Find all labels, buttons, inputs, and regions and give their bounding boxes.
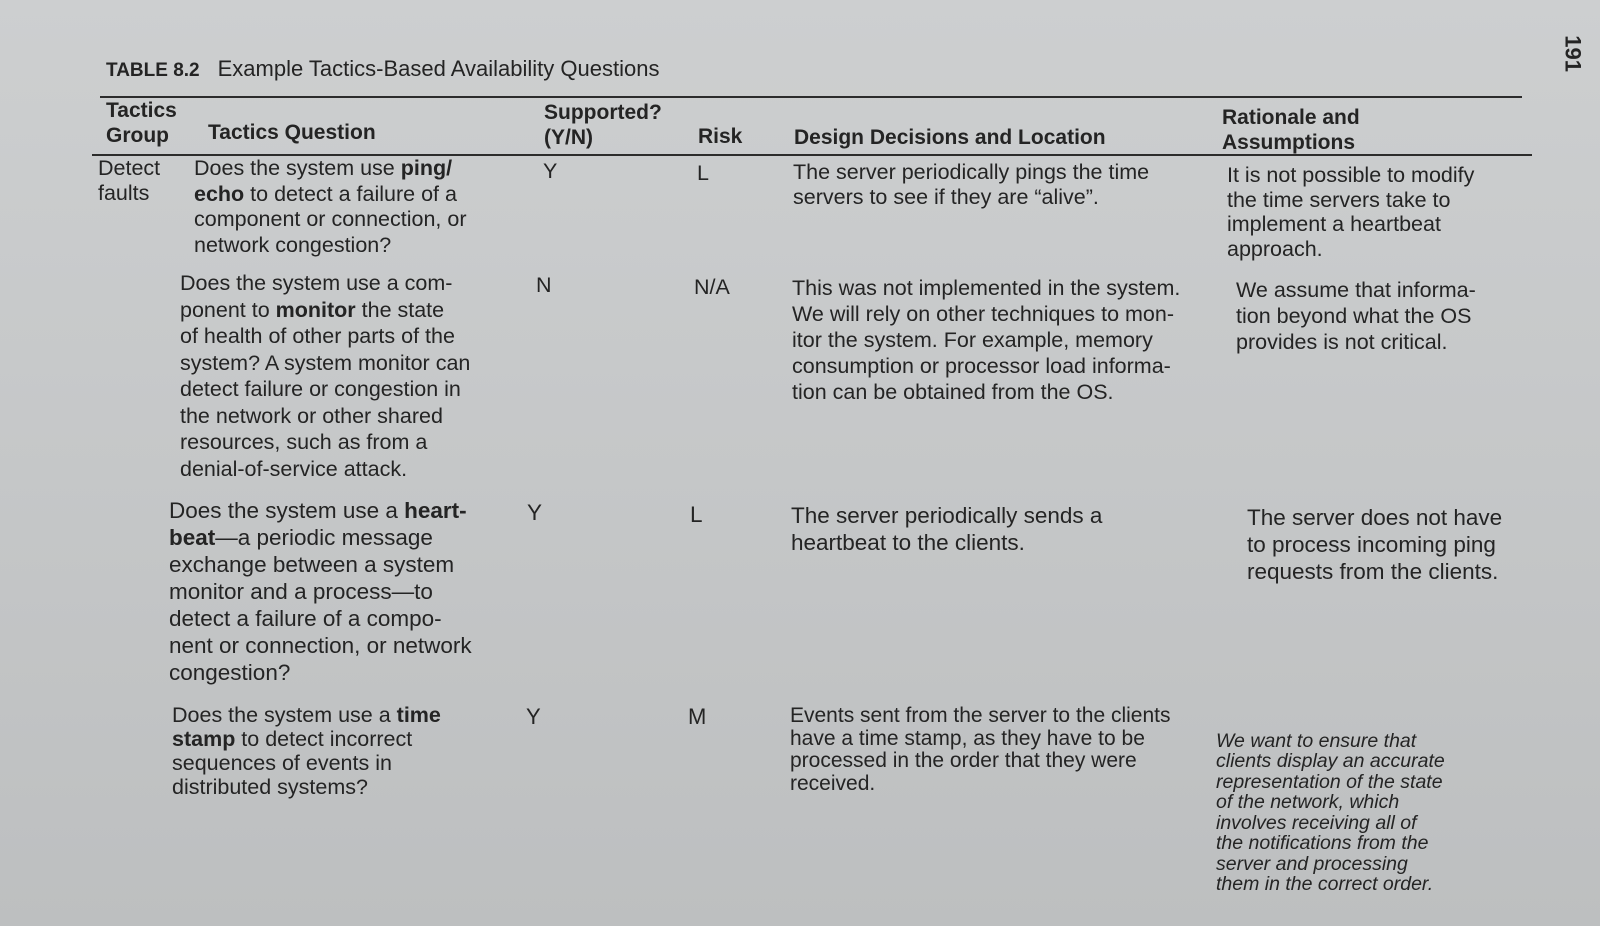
question-text: Does the system use a com- ponent to (180, 271, 453, 322)
header-tactics-question: Tactics Question (208, 121, 376, 144)
rationale: It is not possible to modify the time servers take to implement a heartbeat approach. (1227, 163, 1475, 261)
tactic-keyword: ping/ echo (194, 156, 453, 206)
question-text: Does the system use a (172, 703, 397, 727)
question-text: Does the system use (194, 156, 401, 180)
header-rationale: Rationale and Assumptions (1222, 106, 1360, 154)
table-caption (106, 56, 659, 82)
header-tactics-group: Tactics Group (106, 99, 177, 147)
question-text: the state of health of other parts of the system? A system monitor can detect failure or congestion in the network or other shared resources, such as from a denial-of-service attack. (180, 297, 471, 481)
header-design-decisions: Design Decisions and Location (794, 126, 1106, 149)
page-number: 191 (1561, 35, 1586, 72)
supported-value: N (536, 273, 552, 297)
tactic-keyword: monitor (275, 297, 356, 322)
rationale-text: We want to ensure that clients display an accurate representation of the state of the network, which involves receiving all of the notifications from the server and processing them in the correct order. (1216, 729, 1445, 895)
tactics-question-ping-echo (194, 156, 467, 258)
tactics-question-monitor (180, 270, 470, 482)
supported-value: Y (527, 500, 543, 525)
table-number: TABLE 8.2 (106, 60, 200, 81)
rationale: The server does not have to process incoming ping requests from the clients. (1247, 505, 1503, 584)
supported-value: Y (526, 704, 541, 729)
header-risk: Risk (698, 125, 743, 148)
table-top-rule (100, 96, 1522, 98)
question-text: Does the system use a (169, 498, 405, 523)
table-title: Example Tactics-Based Availability Questions (217, 56, 660, 81)
tactic-keyword: time stamp (172, 703, 441, 751)
design-decision: This was not implemented in the system. We will rely on other techniques to mon- itor the system. For example, memory consumption or processor load informa- tion can be obtained from the OS. (792, 276, 1181, 404)
question-text: —a periodic message exchange between a system monitor and a process—to detect a failure of a compo- nent or connection, or network congestion? (169, 525, 472, 685)
design-decision: Events sent from the server to the clients have a time stamp, as they have to be processed in the order that they were received. (790, 704, 1171, 795)
tactics-question-time-stamp (172, 703, 441, 799)
rationale (1216, 704, 1546, 921)
question-text: to detect incorrect sequences of events in distributed systems? (172, 727, 413, 799)
tactics-group-cell: Detect faults (98, 156, 161, 205)
design-decision: The server periodically pings the time servers to see if they are “alive”. (793, 160, 1150, 209)
rationale: We assume that informa- tion beyond what the OS provides is not critical. (1236, 278, 1476, 354)
design-decision: The server periodically sends a heartbeat to the clients. (791, 503, 1103, 555)
question-text: to detect a failure of a component or connection, or network congestion? (194, 181, 467, 257)
risk-value: L (697, 161, 709, 185)
tactic-keyword: heart- beat (169, 498, 467, 550)
risk-value: L (690, 502, 703, 527)
tactics-question-heartbeat (169, 497, 472, 686)
supported-value: Y (543, 159, 558, 183)
risk-value: N/A (694, 275, 730, 299)
risk-value: M (688, 704, 707, 729)
header-supported: Supported? (Y/N) (544, 101, 662, 149)
